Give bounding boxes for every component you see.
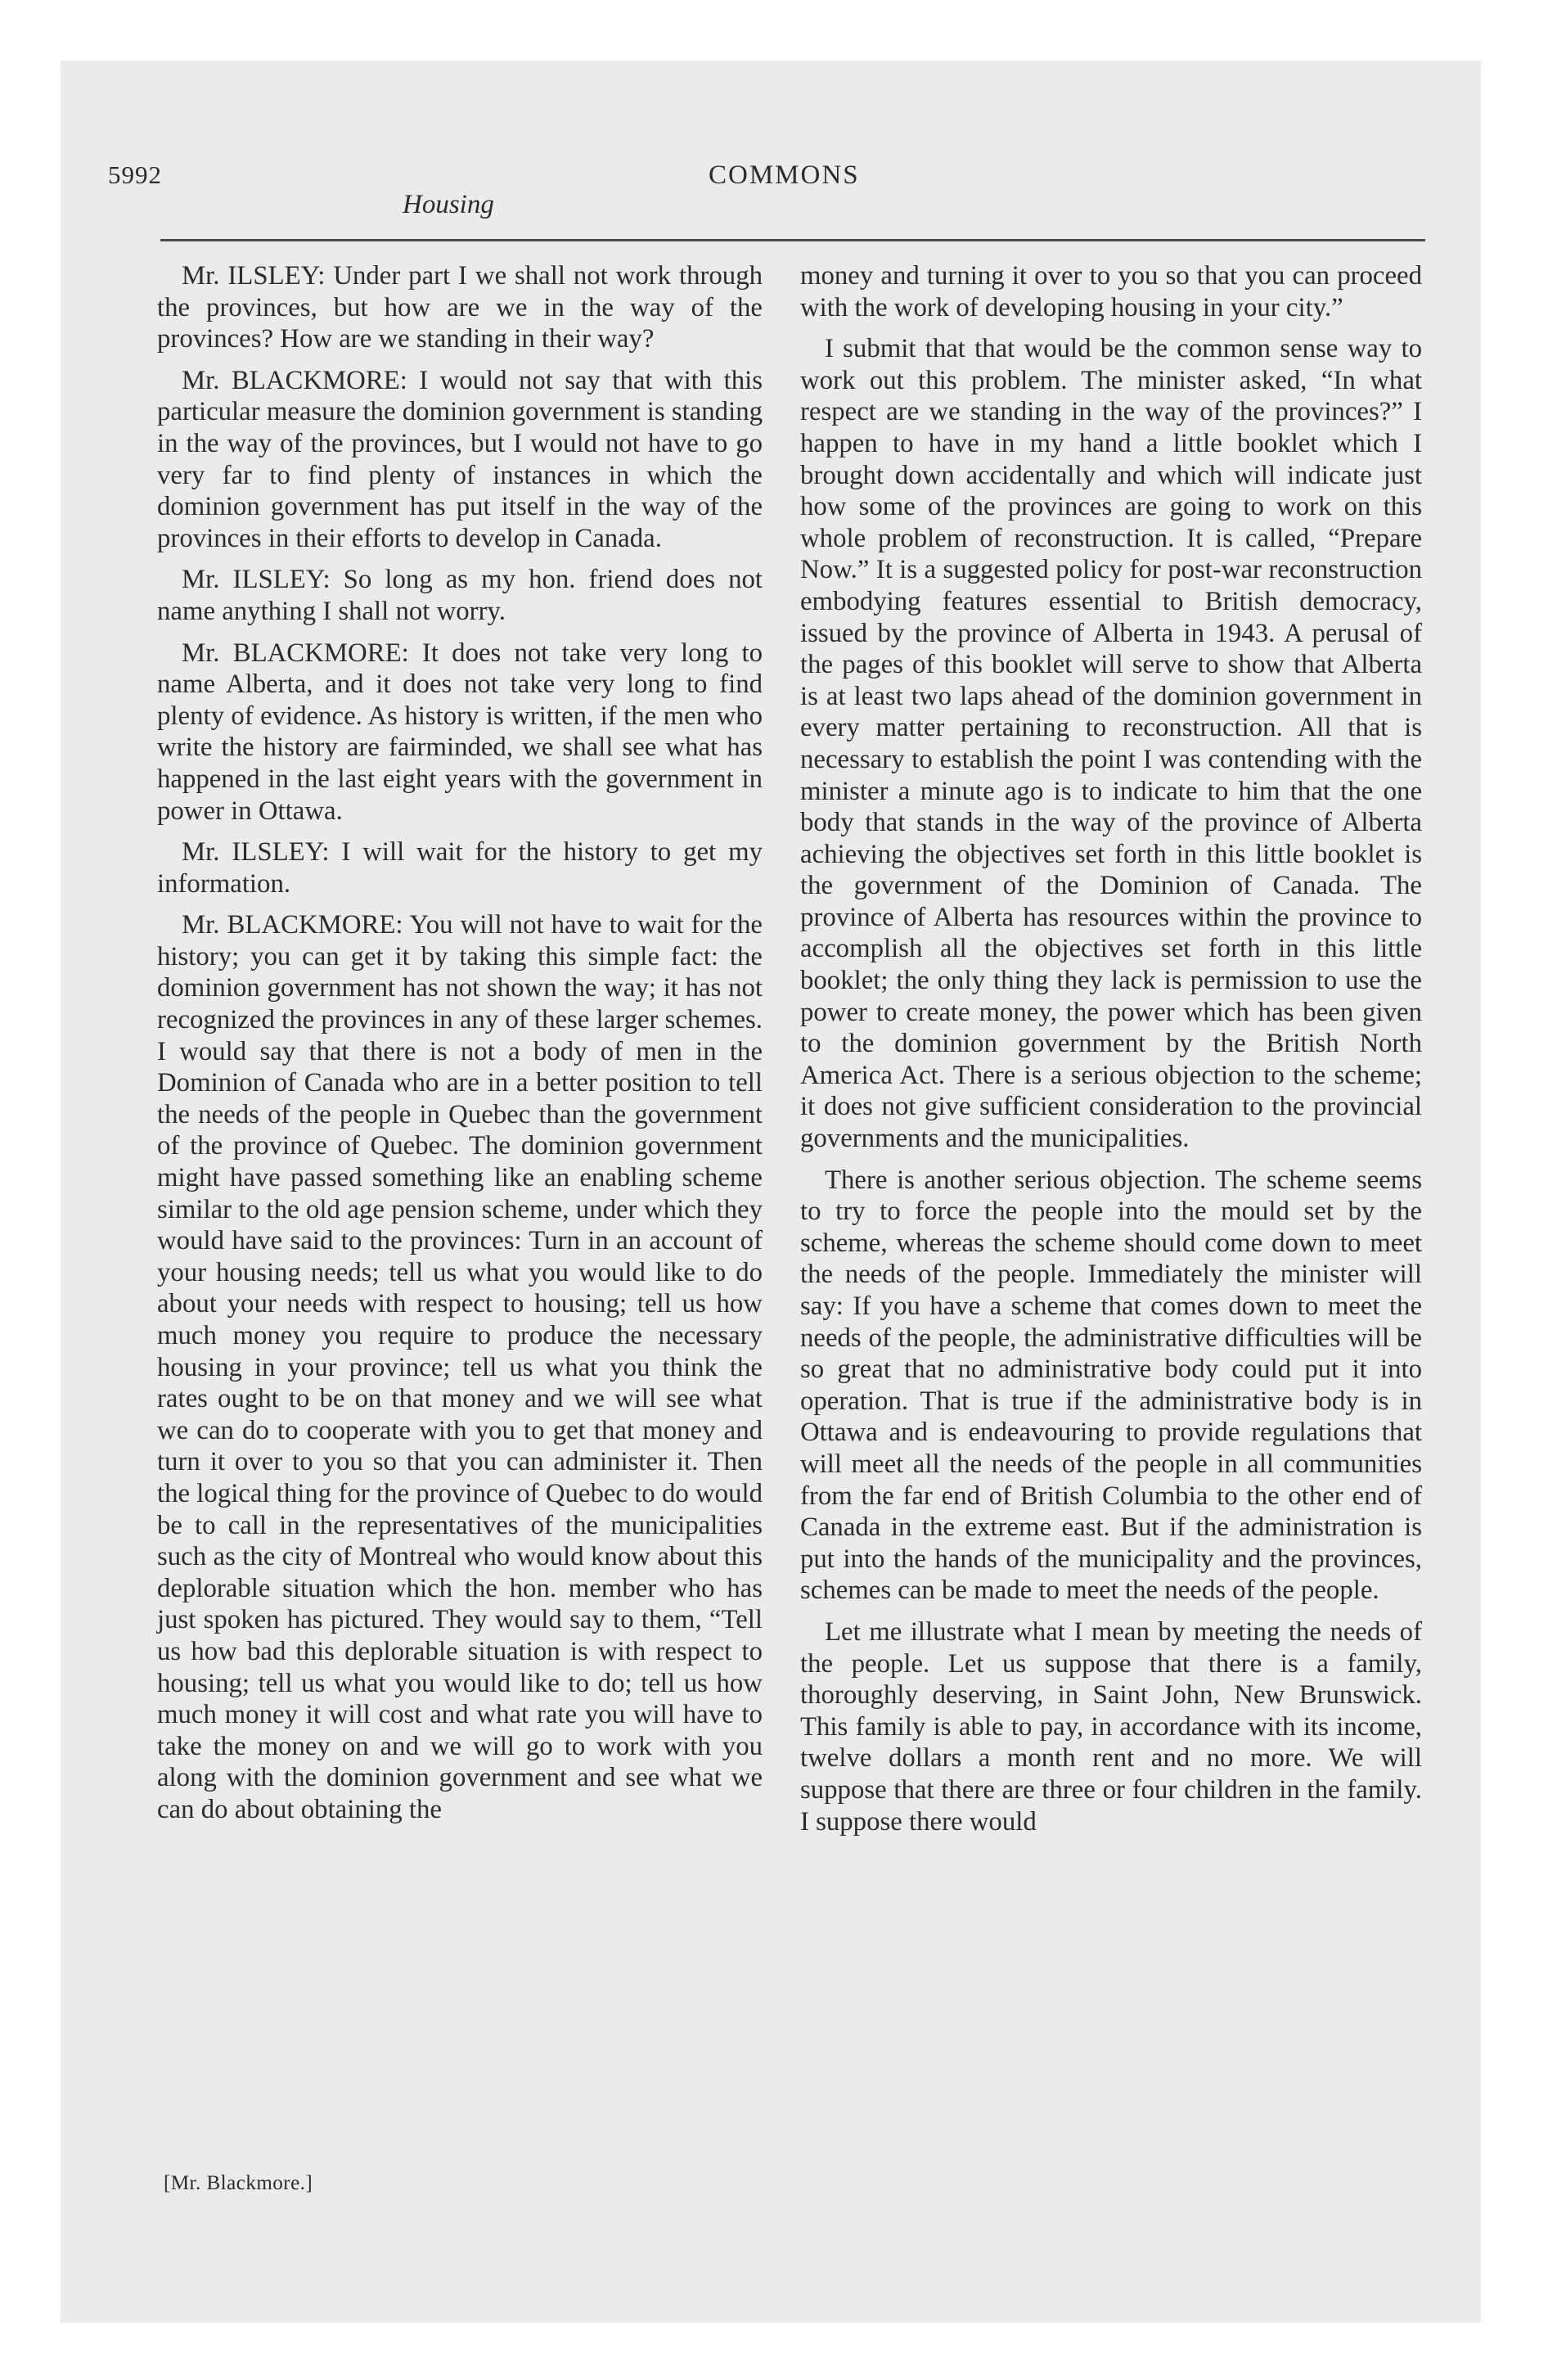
paragraph: Mr. ILSLEY: So long as my hon. friend does not name anything I shall not worry. — [157, 565, 763, 626]
paragraph: There is another serious objection. The scheme seems to try to force the people into the mould set by the scheme, whereas the scheme should come down to meet the needs of the people. Immediately the minister will say: If you have a scheme that comes down to meet the needs of the people, the administrative difficulties will be so great that no administrative body could put it into operation. That is true if the administrative body is in Ottawa and is endeavouring to provide regulations that will meet all the needs of the people in all communities from the far end of British Columbia to the other end of Canada in the extreme east. But if the administration is put into the hands of the municipality and the provinces, schemes can be made to meet the needs of the people. — [800, 1165, 1422, 1606]
paragraph: Mr. BLACKMORE: You will not have to wait for the history; you can get it by taking this simple fact: the dominion government has not shown the way; it has not recognized the provinces in any of these larger schemes. I would say that there is not a body of men in the Dominion of Canada who are in a better position to tell the needs of the people in Quebec than the government of the province of Quebec. The dominion government might have passed something like an enabling scheme similar to the old age pension scheme, under which they would have said to the provinces: Turn in an account of your housing needs; tell us what you would like to do about your needs with respect to housing; tell us how much money you require to produce the necessary housing in your province; tell us what you think the rates ought to be on that money and we will see what we can do to cooperate with you to get that money and turn it over to you so that you can administer it. Then the logical thing for the province of Quebec to do would be to call in the representatives of the municipalities such as the city of Montreal who would know about this deplorable situation which the hon. member who has just spoken has pictured. They would say to them, “Tell us how bad this deplorable situation is with respect to housing; tell us what you would like to do; tell us how much money it will cost and what rate you will have to take the money on and we will go to work with you along with the dominion government and see what we can do about obtaining the — [157, 910, 763, 1824]
paragraph: Mr. BLACKMORE: I would not say that with this particular measure the dominion government is standing in the way of the provinces, but I would not have to go very far to find plenty of instances in which the dominion government has put itself in the way of the provinces in their efforts to develop in Canada. — [157, 365, 763, 553]
left-column — [157, 260, 763, 1836]
speaker-footnote: [Mr. Blackmore.] — [164, 2172, 313, 2194]
paragraph: I submit that that would be the common sense way to work out this problem. The minister asked, “In what respect are we standing in the way of the provinces?” I happen to have in my hand a little booklet which I brought down accidentally and which will indicate just how some of the provinces are going to work on this whole problem of reconstruction. It is called, “Prepare Now.” It is a suggested policy for post-war reconstruction embodying features essential to British democracy, issued by the province of Alberta in 1943. A perusal of the pages of this booklet will serve to show that Alberta is at least two laps ahead of the dominion government in every matter pertaining to reconstruction. All that is necessary to establish the point I was contending with the minister a minute ago is to indicate to him that the one body that stands in the way of the province of Alberta achieving the objectives set forth in this little booklet is the government of the Dominion of Canada. The province of Alberta has resources within the province to accomplish all the objectives set forth in this little booklet; the only thing they lack is permission to use the power to create money, the power which has been given to the dominion government by the British North America Act. There is a serious objection to the scheme; it does not give sufficient consideration to the provincial governments and the municipalities. — [800, 334, 1422, 1154]
section-title: Housing — [403, 190, 494, 219]
page-number: 5992 — [108, 160, 162, 189]
paragraph: Mr. BLACKMORE: It does not take very long to name Alberta, and it does not take very long to find plenty of evidence. As history is written, if the men who write the history are fairminded, we shall see what has happened in the last eight years with the government in power in Ottawa. — [157, 638, 763, 826]
chamber-title: COMMONS — [709, 160, 860, 190]
right-column — [800, 260, 1422, 1847]
header-rule — [160, 239, 1425, 241]
paragraph: money and turning it over to you so that you can proceed with the work of developing housing in your city.” — [800, 261, 1422, 322]
paragraph: Mr. ILSLEY: I will wait for the history to get my information. — [157, 837, 763, 899]
paragraph: Let me illustrate what I mean by meeting the needs of the people. Let us suppose that there is a family, thoroughly deserving, in Saint John, New Brunswick. This family is able to pay, in accordance with its income, twelve dollars a month rent and no more. We will suppose that there are three or four children in the family. I suppose there would — [800, 1616, 1422, 1837]
paragraph: Mr. ILSLEY: Under part I we shall not work through the provinces, but how are we in the way of the provinces? How are we standing in their way? — [157, 261, 763, 354]
